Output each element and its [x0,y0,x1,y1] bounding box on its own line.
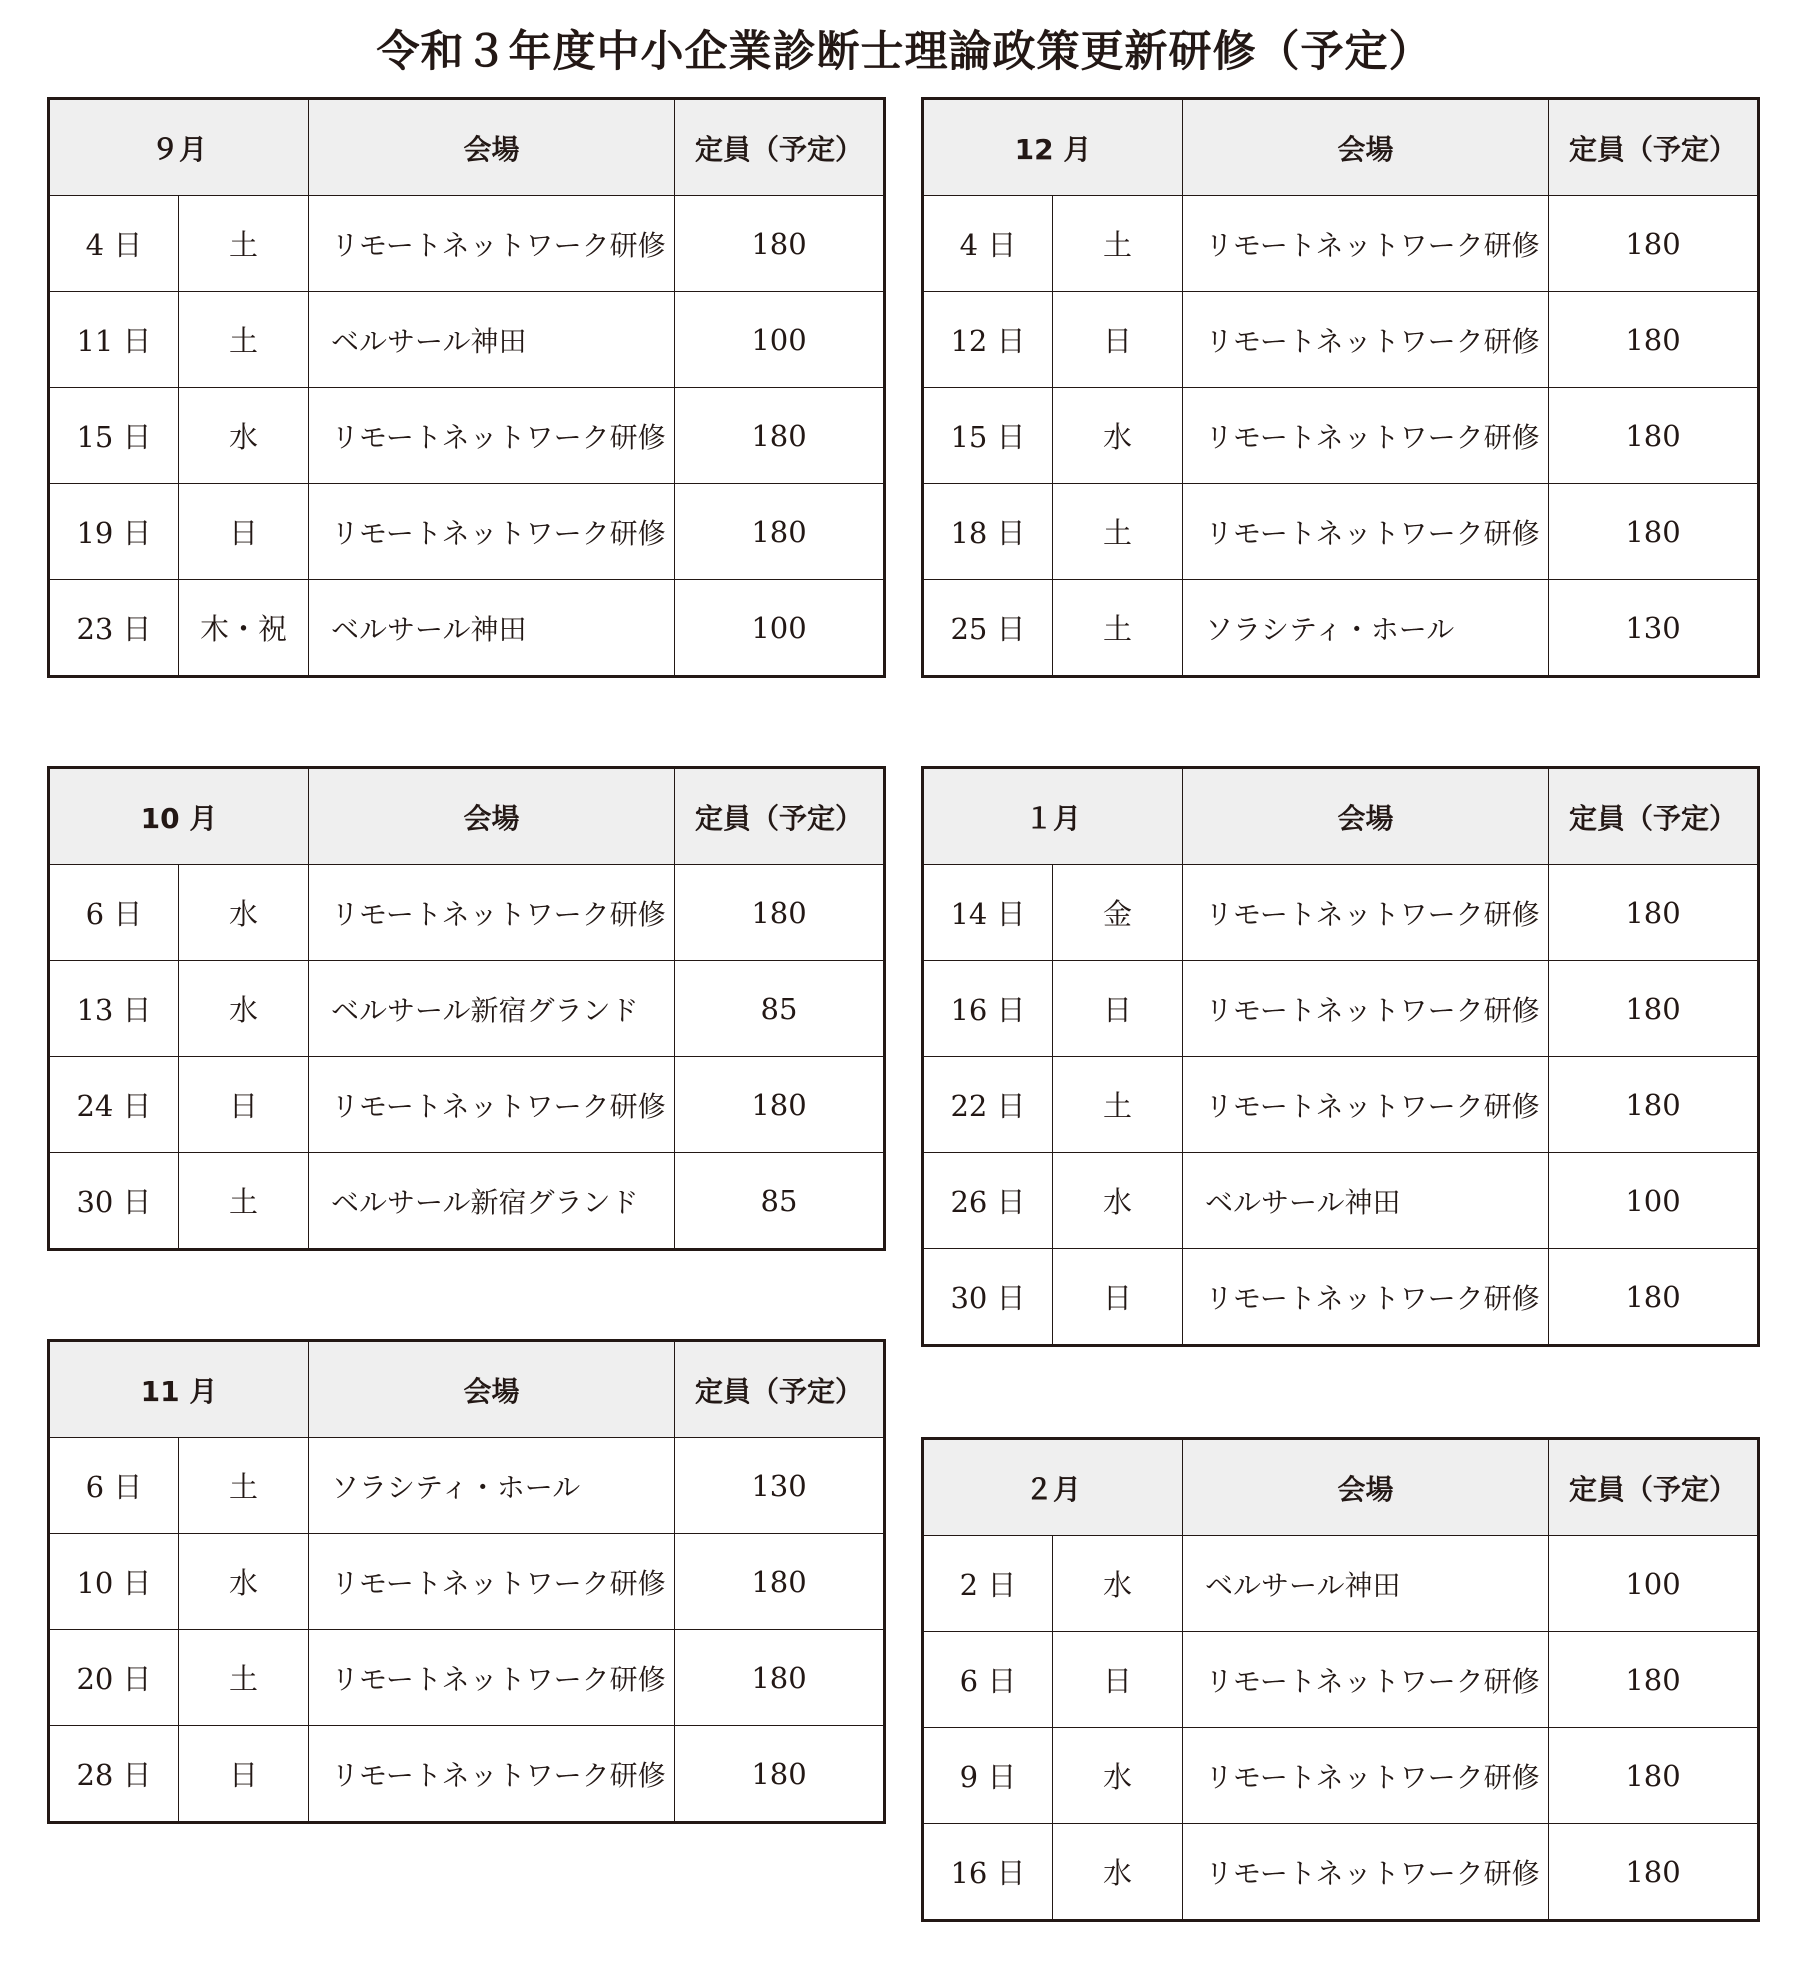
day-cell: 22 日 [923,1057,1053,1153]
capacity-cell: 180 [1549,292,1759,388]
day-cell: 9 日 [923,1728,1053,1824]
venue-cell: リモートネットワーク研修 [1183,1632,1549,1728]
day-cell: 10 日 [49,1534,179,1630]
table-row [49,1438,885,1534]
venue-cell: ベルサール新宿グランド [309,1153,675,1250]
capacity-cell: 180 [675,484,885,580]
venue-cell: ベルサール神田 [1183,1153,1549,1249]
table-row [49,1534,885,1630]
venue-cell: リモートネットワーク研修 [309,388,675,484]
capacity-cell: 180 [1549,1728,1759,1824]
day-cell: 28 日 [49,1726,179,1823]
venue-cell: ベルサール神田 [309,292,675,388]
day-cell: 23 日 [49,580,179,677]
month-header: 10 月 [49,768,309,865]
venue-cell: リモートネットワーク研修 [1183,961,1549,1057]
capacity-cell: 180 [675,1726,885,1823]
table-header-row [923,99,1759,196]
table-row [49,1726,885,1823]
day-cell: 6 日 [49,1438,179,1534]
venue-header: 会場 [309,768,675,865]
capacity-cell: 85 [675,1153,885,1250]
day-cell: 6 日 [49,865,179,961]
weekday-cell: 土 [179,292,309,388]
table-row [923,1057,1759,1153]
month-header: ２月 [923,1439,1183,1536]
venue-cell: リモートネットワーク研修 [309,196,675,292]
venue-cell: リモートネットワーク研修 [1183,1057,1549,1153]
venue-cell: リモートネットワーク研修 [309,1534,675,1630]
capacity-cell: 100 [1549,1153,1759,1249]
weekday-cell: 土 [1053,484,1183,580]
table-row [49,196,885,292]
capacity-cell: 180 [675,1534,885,1630]
table-header-row [923,768,1759,865]
table-row [923,1536,1759,1632]
day-cell: 15 日 [49,388,179,484]
capacity-cell: 180 [1549,484,1759,580]
capacity-cell: 180 [1549,388,1759,484]
month-header: 12 月 [923,99,1183,196]
capacity-cell: 180 [675,196,885,292]
month-table-feb [921,1437,1760,1922]
day-cell: 30 日 [923,1249,1053,1346]
weekday-cell: 金 [1053,865,1183,961]
table-row [923,865,1759,961]
table-row [49,292,885,388]
table-row [923,1632,1759,1728]
day-cell: 20 日 [49,1630,179,1726]
weekday-cell: 日 [179,484,309,580]
day-cell: 13 日 [49,961,179,1057]
day-cell: 4 日 [923,196,1053,292]
capacity-cell: 180 [1549,865,1759,961]
table-row [923,1728,1759,1824]
venue-cell: ソラシティ・ホール [1183,580,1549,677]
venue-cell: リモートネットワーク研修 [309,865,675,961]
weekday-cell: 土 [179,196,309,292]
table-row [923,1249,1759,1346]
table-row [923,1153,1759,1249]
capacity-cell: 180 [1549,1632,1759,1728]
weekday-cell: 日 [1053,292,1183,388]
table-header-row [49,1341,885,1438]
venue-cell: リモートネットワーク研修 [1183,1824,1549,1921]
table-row [923,1824,1759,1921]
table-row [923,196,1759,292]
capacity-header: 定員（予定） [1549,99,1759,196]
page-title: 令和３年度中小企業診断士理論政策更新研修（予定） [376,27,1433,77]
venue-cell: ベルサール神田 [309,580,675,677]
capacity-cell: 180 [675,865,885,961]
day-cell: 15 日 [923,388,1053,484]
day-cell: 4 日 [49,196,179,292]
weekday-cell: 日 [179,1057,309,1153]
weekday-cell: 水 [1053,1728,1183,1824]
month-table-nov [47,1339,886,1824]
capacity-header: 定員（予定） [675,99,885,196]
capacity-cell: 180 [1549,961,1759,1057]
weekday-cell: 日 [1053,1632,1183,1728]
day-cell: 14 日 [923,865,1053,961]
venue-cell: ベルサール神田 [1183,1536,1549,1632]
weekday-cell: 日 [1053,961,1183,1057]
venue-cell: リモートネットワーク研修 [309,1630,675,1726]
day-cell: 6 日 [923,1632,1053,1728]
month-header: ９月 [49,99,309,196]
table-row [49,388,885,484]
weekday-cell: 水 [179,1534,309,1630]
capacity-cell: 85 [675,961,885,1057]
weekday-cell: 土 [1053,1057,1183,1153]
table-row [49,484,885,580]
day-cell: 18 日 [923,484,1053,580]
venue-cell: ソラシティ・ホール [309,1438,675,1534]
month-table-sep [47,97,886,678]
venue-header: 会場 [309,1341,675,1438]
capacity-cell: 180 [675,1630,885,1726]
day-cell: 26 日 [923,1153,1053,1249]
venue-header: 会場 [1183,1439,1549,1536]
capacity-header: 定員（予定） [675,768,885,865]
table-row [49,580,885,677]
capacity-cell: 180 [1549,1824,1759,1921]
capacity-cell: 100 [675,580,885,677]
table-header-row [49,99,885,196]
venue-header: 会場 [309,99,675,196]
table-header-row [923,1439,1759,1536]
capacity-cell: 180 [675,1057,885,1153]
weekday-cell: 土 [179,1438,309,1534]
month-table-dec [921,97,1760,678]
weekday-cell: 日 [179,1726,309,1823]
capacity-cell: 180 [1549,196,1759,292]
day-cell: 19 日 [49,484,179,580]
venue-cell: リモートネットワーク研修 [1183,196,1549,292]
table-row [49,1153,885,1250]
day-cell: 16 日 [923,961,1053,1057]
table-row [923,961,1759,1057]
weekday-cell: 水 [1053,388,1183,484]
month-table-oct [47,766,886,1251]
table-row [49,1630,885,1726]
venue-cell: リモートネットワーク研修 [1183,1728,1549,1824]
table-row [923,292,1759,388]
table-row [923,388,1759,484]
weekday-cell: 土 [179,1630,309,1726]
weekday-cell: 土 [1053,196,1183,292]
venue-cell: リモートネットワーク研修 [309,484,675,580]
capacity-header: 定員（予定） [1549,1439,1759,1536]
capacity-header: 定員（予定） [675,1341,885,1438]
capacity-cell: 100 [675,292,885,388]
venue-cell: リモートネットワーク研修 [309,1057,675,1153]
capacity-cell: 180 [675,388,885,484]
capacity-cell: 100 [1549,1536,1759,1632]
day-cell: 11 日 [49,292,179,388]
weekday-cell: 土 [179,1153,309,1250]
venue-header: 会場 [1183,768,1549,865]
table-header-row [49,768,885,865]
venue-header: 会場 [1183,99,1549,196]
month-table-jan [921,766,1760,1347]
table-row [923,484,1759,580]
table-row [923,580,1759,677]
weekday-cell: 木・祝 [179,580,309,677]
weekday-cell: 日 [1053,1249,1183,1346]
venue-cell: リモートネットワーク研修 [309,1726,675,1823]
day-cell: 24 日 [49,1057,179,1153]
weekday-cell: 水 [1053,1536,1183,1632]
month-header: 11 月 [49,1341,309,1438]
day-cell: 2 日 [923,1536,1053,1632]
table-row [49,1057,885,1153]
day-cell: 12 日 [923,292,1053,388]
venue-cell: リモートネットワーク研修 [1183,1249,1549,1346]
capacity-cell: 130 [675,1438,885,1534]
weekday-cell: 水 [179,961,309,1057]
venue-cell: リモートネットワーク研修 [1183,865,1549,961]
day-cell: 16 日 [923,1824,1053,1921]
capacity-cell: 180 [1549,1057,1759,1153]
capacity-header: 定員（予定） [1549,768,1759,865]
capacity-cell: 130 [1549,580,1759,677]
table-row [49,865,885,961]
weekday-cell: 水 [179,388,309,484]
weekday-cell: 水 [1053,1824,1183,1921]
venue-cell: ベルサール新宿グランド [309,961,675,1057]
table-row [49,961,885,1057]
day-cell: 25 日 [923,580,1053,677]
venue-cell: リモートネットワーク研修 [1183,388,1549,484]
weekday-cell: 水 [1053,1153,1183,1249]
capacity-cell: 180 [1549,1249,1759,1346]
venue-cell: リモートネットワーク研修 [1183,292,1549,388]
month-header: １月 [923,768,1183,865]
weekday-cell: 土 [1053,580,1183,677]
venue-cell: リモートネットワーク研修 [1183,484,1549,580]
weekday-cell: 水 [179,865,309,961]
day-cell: 30 日 [49,1153,179,1250]
